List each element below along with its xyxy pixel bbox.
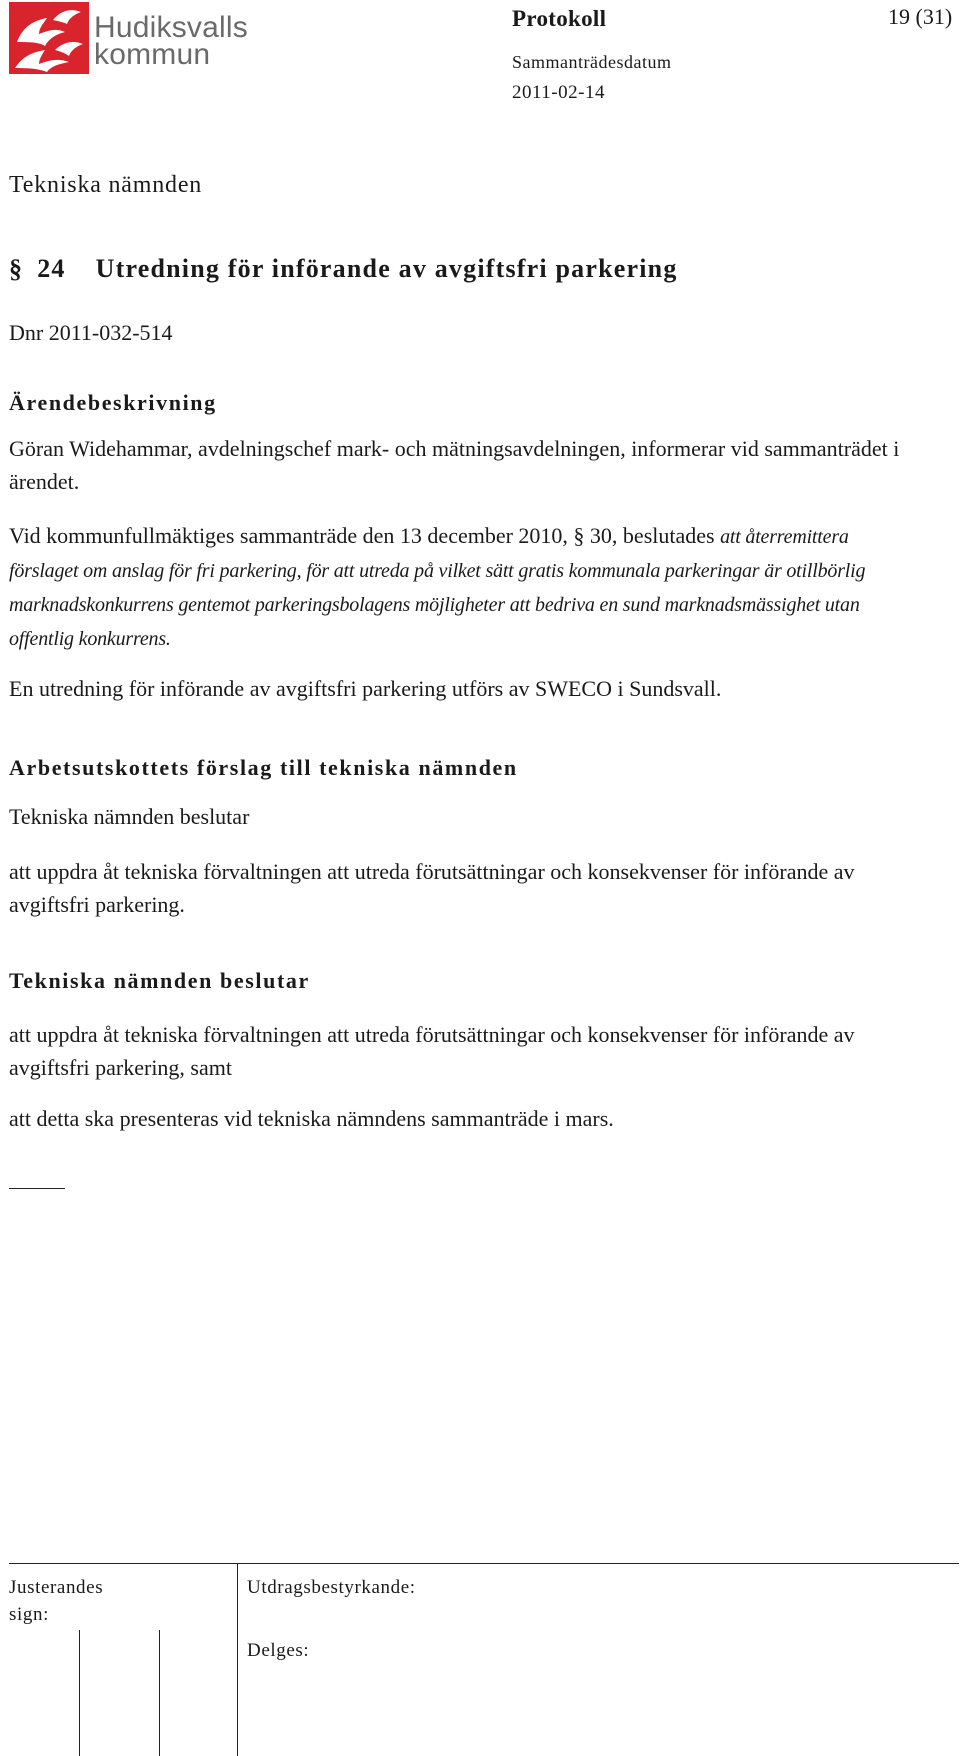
description-paragraph-1: Göran Widehammar, avdelningschef mark- och mätningsavdelningen, informerar vid sammanträdet i ärendet.: [9, 436, 900, 494]
description-paragraph-2: [9, 519, 914, 655]
justerandes-sign-label: Justerandes sign:: [9, 1577, 104, 1625]
decision-item-1: att uppdra åt tekniska förvaltningen att utreda förutsättningar och konsekvenser för införande av avgiftsfri parkering, samt: [9, 1022, 855, 1080]
diary-number: Dnr 2011-032-514: [9, 320, 173, 345]
decision-heading: Tekniska nämnden beslutar: [9, 968, 310, 993]
utdragsbestyrkande-label: Utdragsbestyrkande:: [247, 1577, 416, 1598]
proposal-heading: Arbetsutskottets förslag till tekniska nämnden: [9, 755, 518, 780]
meeting-date-label: Sammanträdesdatum: [512, 52, 672, 72]
logo-wordmark-line2: kommun: [94, 38, 211, 71]
description-paragraph-3: En utredning för införande av avgiftsfri parkering utförs av SWECO i Sundsvall.: [9, 676, 722, 701]
end-rule: [9, 1188, 65, 1189]
section-number: 24: [37, 254, 66, 283]
sign-box-divider-3: [237, 1564, 238, 1756]
proposal-item-1: att uppdra åt tekniska förvaltningen att utreda förutsättningar och konsekvenser för införande av avgiftsfri parkering.: [9, 859, 855, 917]
sign-box-divider-1: [79, 1630, 80, 1756]
paragraph-sign: §: [9, 254, 24, 283]
section-title: [9, 254, 678, 284]
description-paragraph-2-italic: att återremittera förslaget om anslag för fri parkering, för att utreda på vilket sätt gratis kommunala parkeringar är otillbörlig marknadskonkurrens gentemot parkeringsbolagens möjligheter att bedriva en sund marknadsmässighet utan offentlig konkurrens.: [9, 526, 866, 650]
proposal-intro: Tekniska nämnden beslutar: [9, 804, 250, 829]
logo-wordmark-line1: Hudiksvalls: [94, 11, 248, 44]
page-number: 19 (31): [888, 4, 953, 29]
sign-box-divider-2: [159, 1630, 160, 1756]
description-paragraph-2-lead: Vid kommunfullmäktiges sammanträde den 13 december 2010, § 30, beslutades: [9, 523, 721, 548]
decision-item-2: att detta ska presenteras vid tekniska nämndens sammanträde i mars.: [9, 1106, 614, 1131]
signature-footer: [9, 1563, 959, 1756]
document-type: Protokoll: [512, 6, 607, 31]
meeting-date: 2011-02-14: [512, 82, 605, 103]
section-title-text: Utredning för införande av avgiftsfri parkering: [95, 254, 678, 283]
logo-wordmark: [94, 11, 248, 71]
logo-emblem-icon: [9, 2, 89, 74]
committee-name: Tekniska nämnden: [9, 172, 203, 198]
delges-label: Delges:: [247, 1640, 310, 1661]
description-heading: Ärendebeskrivning: [9, 390, 217, 415]
